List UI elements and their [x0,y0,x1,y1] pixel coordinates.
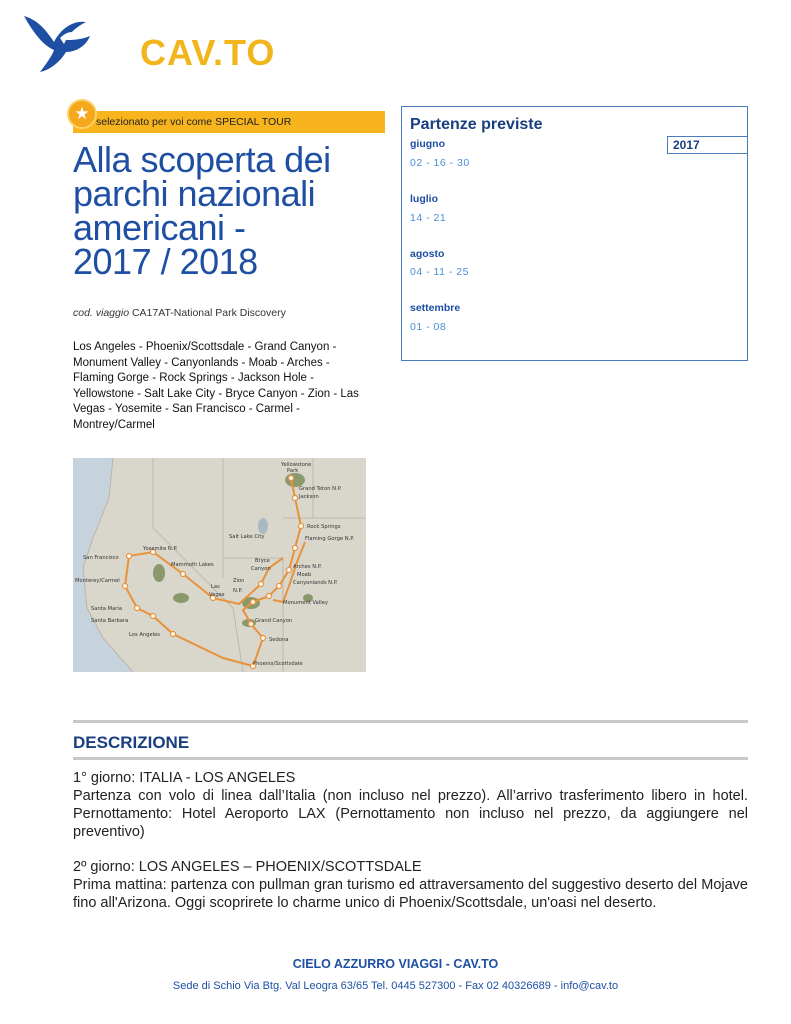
day-1 [73,769,748,841]
map-label-san-francisco: San Francisco [83,555,119,561]
month-agosto: agosto [410,248,445,260]
map-label-arches: Arches N.P. [293,564,322,570]
route-map-graphic [73,458,366,672]
special-tour-label: selezionato per voi come SPECIAL TOUR [96,116,292,128]
itinerary-line: Vegas - Yosemite - San Francisco - Carmel - [73,403,300,415]
tour-title [73,139,393,282]
map-label-monterey: Monterey/Carmel [75,578,120,584]
title-line: parchi nazionali [73,173,316,214]
footer-company: CIELO AZZURRO VIAGGI - CAV.TO [292,957,499,971]
month-giugno: giugno [410,138,445,150]
map-label-canyonlands: Canyonlands N.P. [293,580,338,586]
map-label-santa-barbara: Santa Barbara [91,618,129,624]
description-heading: DESCRIZIONE [73,733,190,752]
tour-code-value: CA17AT-National Park Discovery [131,307,286,319]
map-label-flaming-gorge: Flaming Gorge N.P. [305,536,355,542]
departures-title: Partenze previste [410,116,543,133]
title-line: 2017 / 2018 [73,241,258,282]
map-label-jackson: Jackson [299,494,319,500]
map-label-sedona: Sedona [269,637,289,643]
itinerary-summary [73,340,383,433]
map-label-rock-springs: Rock Springs [307,524,341,530]
tour-code-label: cod. viaggio [73,307,130,319]
map-label-bryce: Bryce [255,558,270,564]
map-label-grand-canyon: Grand Canyon [255,618,293,624]
logo-text: CAV.TO [140,32,276,73]
map-label-mammoth: Mammoth Lakes [171,562,214,568]
day-text: Partenza con volo di linea dall’Italia (non incluso nel prezzo). All’arrivo trasferimento libero in hotel. Pernottamento: Hotel Aeroporto LAX (Pernottamento non incluso nel prezzo, da aggiungere nel preventivo) [73,788,748,840]
footer-address: Sede di Schio Via Btg. Val Leogra 63/65 Tel. 0445 527300 - Fax 02 40326689 - info@cav.to [172,980,619,992]
day-title: 2º giorno: LOS ANGELES – PHOENIX/SCOTTSDALE [73,859,422,875]
title-line: Alla scoperta dei [73,139,331,180]
map-label-moab: Moab [297,572,312,578]
map-label-salt-lake: Salt Lake City [229,534,265,540]
dates-luglio: 14 - 21 [410,212,447,224]
day-title: 1° giorno: ITALIA - LOS ANGELES [73,770,296,786]
title-line: americani - [73,207,246,248]
map-label-phoenix: Phoenix/Scottsdale [253,661,303,667]
divider [73,720,748,723]
map-label-santa-maria: Santa Maria [91,606,123,612]
map-label-yellowstone: Yellowstone [281,462,312,468]
tour-code [73,307,286,319]
map-label-grand-teton: Grand Teton N.P. [299,486,342,492]
day-2 [73,858,748,912]
map-label-vegas: Vegas [209,592,225,598]
dates-giugno: 02 - 16 - 30 [410,157,470,169]
day-text: Prima mattina: partenza con pullman gran turismo ed attraversamento del suggestivo deserto del Mojave fino all'Arizona. Oggi scoprirete lo charme unico di Phoenix/Scottsdale, un'oasi nel deserto. [73,877,748,911]
route-map [73,458,366,672]
itinerary-line: Los Angeles - Phoenix/Scottsdale - Grand Canyon - [73,341,337,353]
map-label-monument-valley: Monument Valley [283,600,328,606]
bird-logo-icon [20,10,110,80]
itinerary-line: Monument Valley - Canyonlands - Moab - Arches - [73,356,330,369]
map-label-np: N.P. [233,588,243,594]
itinerary-line: Flaming Gorge - Rock Springs - Jackson Hole - [73,372,314,384]
star-icon: ★ [67,99,97,129]
itinerary-line: Montrey/Carmel [73,418,155,431]
month-settembre: settembre [410,302,461,314]
logo [20,10,276,80]
map-label-canyon: Canyon [251,566,271,572]
divider [73,757,748,760]
map-label-park: Park [287,468,299,474]
year-tab[interactable]: 2017 [667,136,748,154]
dates-agosto: 04 - 11 - 25 [410,266,469,278]
itinerary-line: Yellowstone - Salt Lake City - Bryce Canyon - Zion - Las [73,387,359,400]
dates-settembre: 01 - 08 [410,321,447,333]
month-luglio: luglio [410,193,438,205]
map-label-yosemite: Yosemite N.P. [143,546,178,552]
map-label-zion: Zion [233,578,245,584]
map-label-los-angeles: Los Angeles [129,632,160,638]
map-label-las: Las [211,584,220,590]
